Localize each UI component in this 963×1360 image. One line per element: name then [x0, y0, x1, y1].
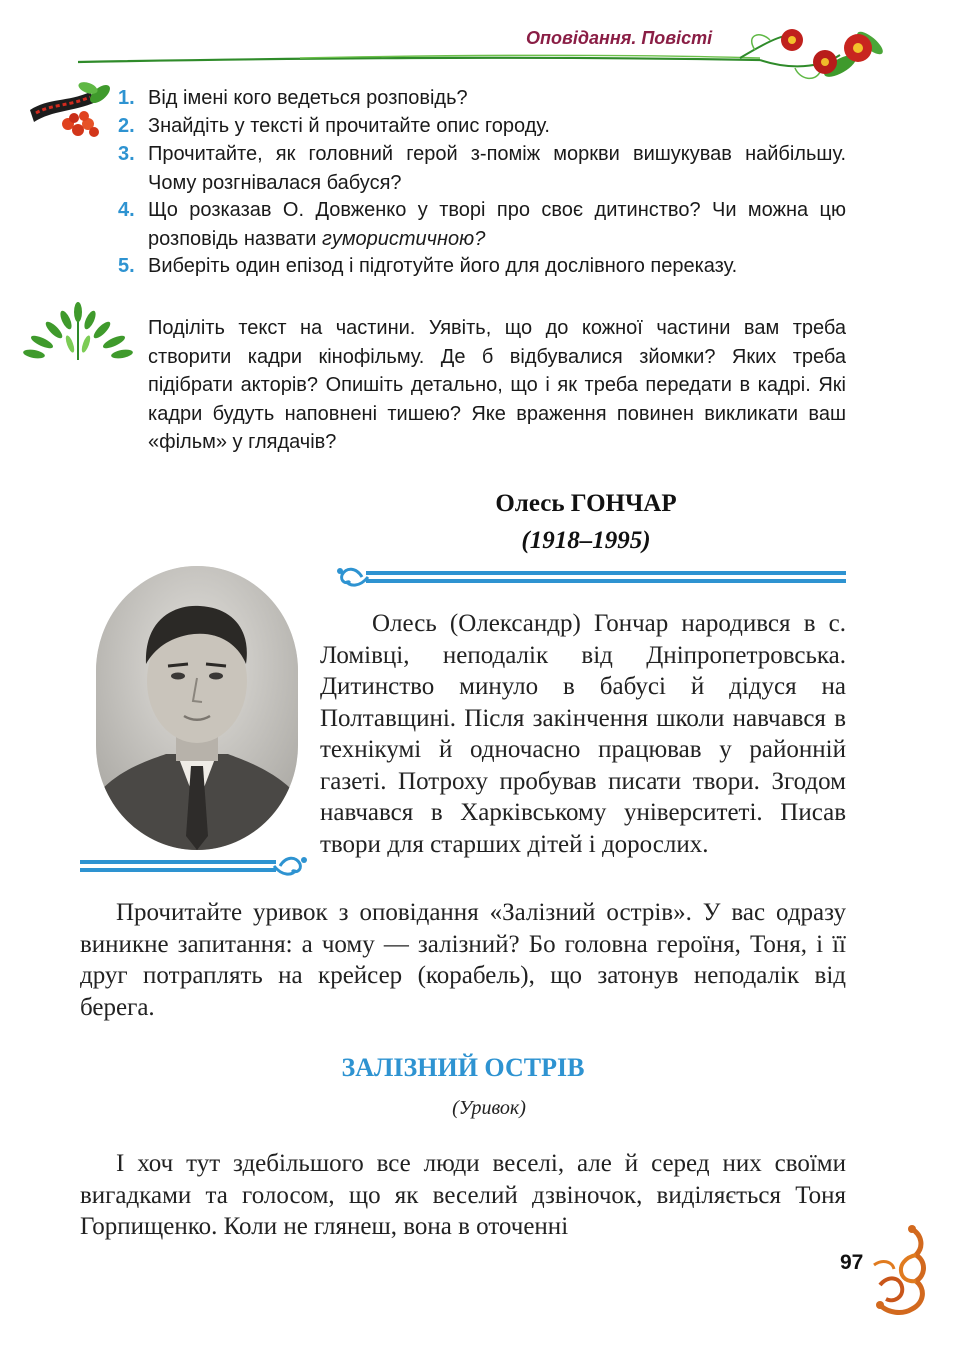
- question-number: 5.: [118, 255, 135, 277]
- story-title: ЗАЛІЗНИЙ ОСТРІВ: [341, 1053, 585, 1082]
- task-text: Поділіть текст на частини. Уявіть, що до кожної частини вам треба створити кадри кінофільму. Де б відбувалися зйомки? Яких треба підібрати акторів? Опишіть детально, що і як треба передати в кадрі. Які кадри будуть наповнені тишею? Яке враження повинен викликати ваш «фільм» у глядачів?: [148, 317, 846, 453]
- viburnum-ornament-icon: [28, 80, 114, 142]
- question-number: 3.: [118, 143, 135, 165]
- question-3: [118, 140, 846, 197]
- question-text: Виберіть один епізод і підготуйте його для дослівного переказу.: [148, 255, 738, 277]
- author-name: Олесь ГОНЧАР: [495, 490, 677, 517]
- question-text-main: Що розказав О. Довженко у творі про своє дитинство? Чи можна цю розповідь назвати: [148, 199, 846, 250]
- story-text: І хоч тут здебільшого все люди веселі, але й серед них своїми вигадками та голосом, що як веселий дзвіночок, виділяється Тоня Горпищенко. Коли не глянеш, вона в оточенні: [80, 1150, 846, 1240]
- question-number: 1.: [118, 87, 135, 109]
- intro-paragraph: Прочитайте уривок з оповідання «Залізний острів». У вас одразу виникне запитання: а чому — залізний? Бо головна героїня, Тоня, і її друг потраплять на крейсер (корабель), що затонув неподалік від берега.: [80, 899, 846, 1021]
- question-5: [118, 252, 846, 281]
- author-portrait: [96, 566, 298, 850]
- question-text: [148, 196, 846, 253]
- page-number: 97: [840, 1251, 864, 1274]
- question-text: Прочитайте, як головний герой з-поміж моркви вишукував найбільшу. Чому розгнівалася бабуся?: [148, 143, 846, 194]
- question-number: 4.: [118, 199, 135, 221]
- question-number: 2.: [118, 115, 135, 137]
- question-1: [118, 84, 846, 113]
- section-title: Оповідання. Повісті: [526, 28, 713, 48]
- scroll-divider-icon: [80, 852, 312, 880]
- question-text: Знайдіть у тексті й прочитайте опис городу.: [148, 115, 550, 137]
- question-2: [118, 112, 846, 141]
- author-bio: Олесь (Олександр) Гончар народився в с. Ломівці, неподалік від Дніпропетровська. Дитинство минуло в бабусі й дідуся на Полтавщині. Після закінчення школи навчався в технікумі й одночасно працював у районній газеті. Потроху пробував писати твори. Згодом навчався в Харківському університеті. Писав твори для старших дітей і дорослих.: [320, 610, 846, 858]
- question-4: [118, 196, 846, 253]
- question-text: Від імені кого ведеться розповідь?: [148, 87, 468, 109]
- flower-ornament-icon: [770, 18, 890, 88]
- scroll-divider-icon: [332, 563, 848, 591]
- question-text-emphasis: гумористичною?: [321, 227, 486, 250]
- wheat-ornament-icon: [22, 300, 134, 366]
- story-subtitle: (Уривок): [452, 1097, 526, 1119]
- author-years: (1918–1995): [521, 527, 651, 554]
- corner-ornament-icon: [872, 1225, 928, 1321]
